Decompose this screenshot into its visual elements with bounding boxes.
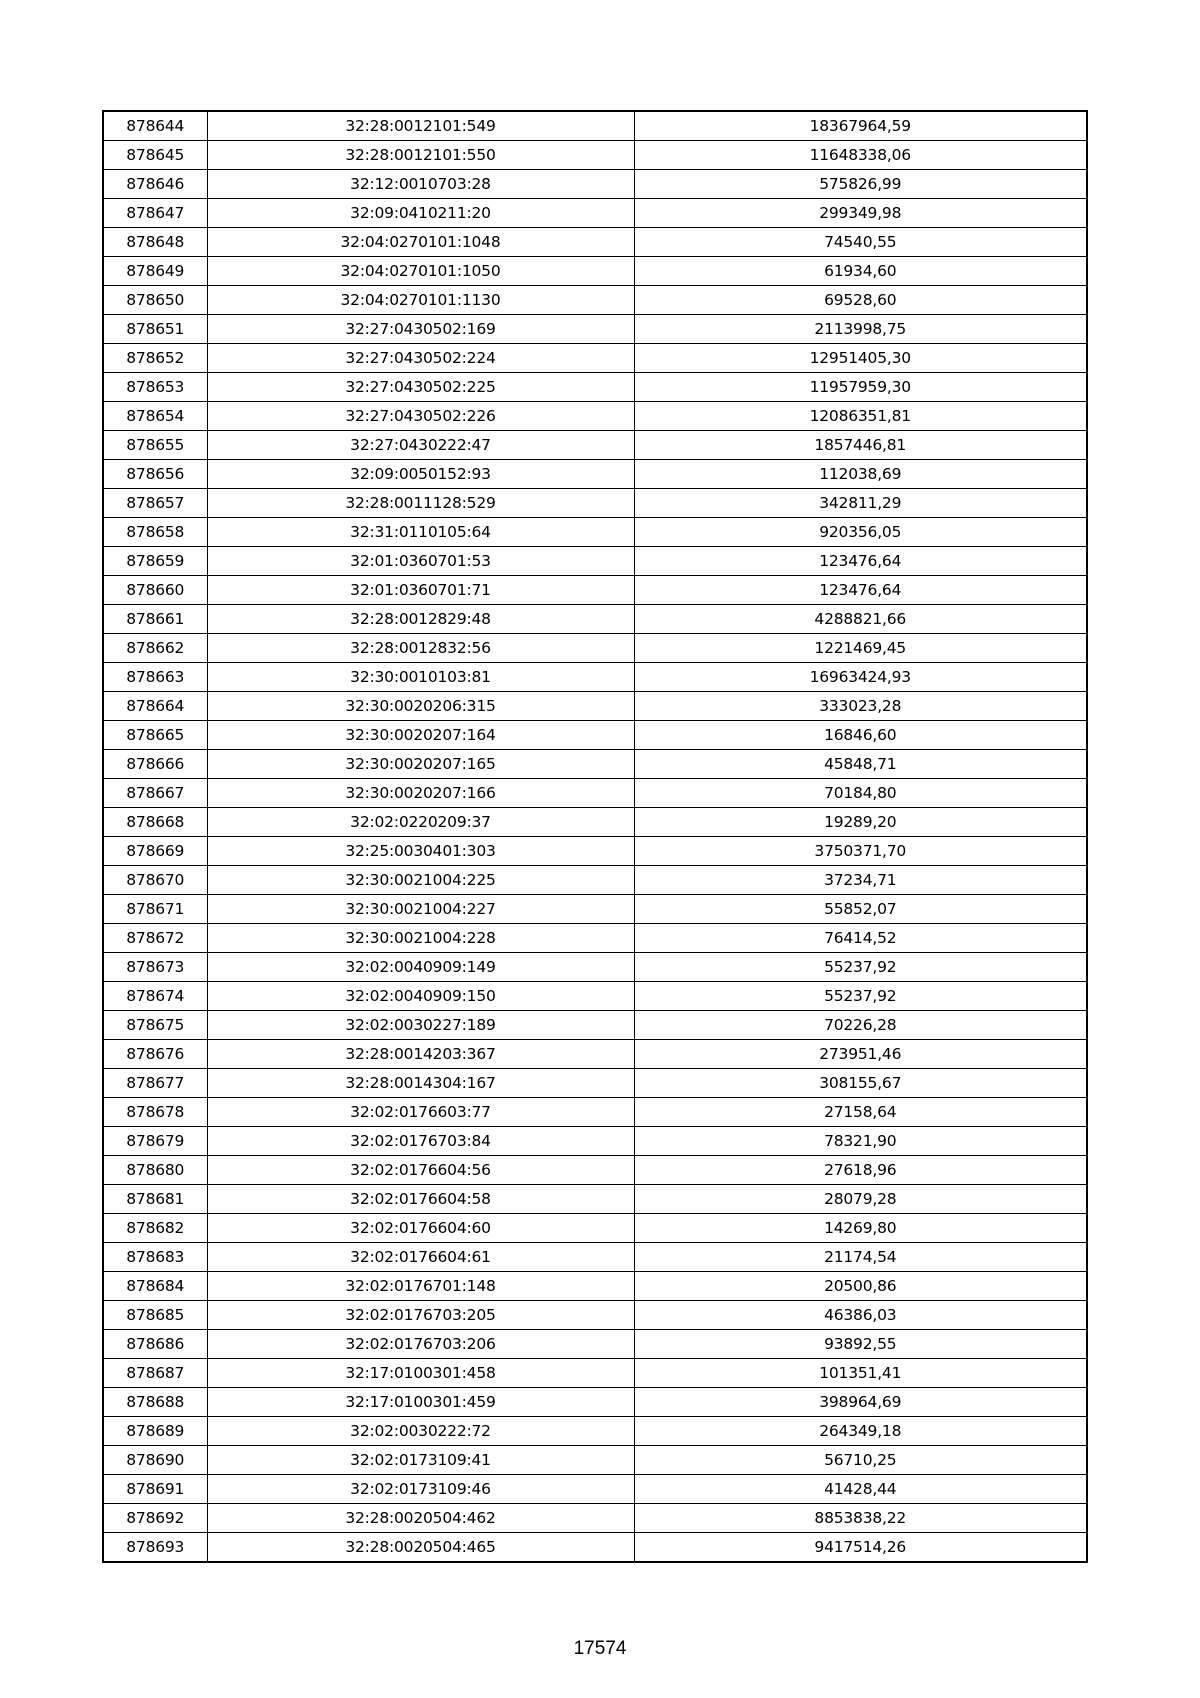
cadastral-number-cell: 32:28:0012829:48	[207, 605, 634, 634]
record-number-cell: 878669	[103, 837, 207, 866]
cadastral-value-cell: 299349,98	[634, 199, 1087, 228]
record-number-cell: 878677	[103, 1069, 207, 1098]
cadastral-value-cell: 342811,29	[634, 489, 1087, 518]
table-row	[103, 286, 1087, 315]
cadastral-value-cell: 4288821,66	[634, 605, 1087, 634]
record-number-cell: 878663	[103, 663, 207, 692]
record-number-cell: 878646	[103, 170, 207, 199]
cadastral-number-cell: 32:02:0030227:189	[207, 1011, 634, 1040]
cadastral-number-cell: 32:27:0430502:224	[207, 344, 634, 373]
record-number-cell: 878649	[103, 257, 207, 286]
record-number-cell: 878673	[103, 953, 207, 982]
cadastral-value-cell: 28079,28	[634, 1185, 1087, 1214]
record-number-cell: 878654	[103, 402, 207, 431]
cadastral-value-cell: 11957959,30	[634, 373, 1087, 402]
table-row	[103, 605, 1087, 634]
record-number-cell: 878675	[103, 1011, 207, 1040]
record-number-cell: 878670	[103, 866, 207, 895]
table-row	[103, 1417, 1087, 1446]
cadastral-value-cell: 45848,71	[634, 750, 1087, 779]
cadastral-value-cell: 101351,41	[634, 1359, 1087, 1388]
cadastral-number-cell: 32:28:0012832:56	[207, 634, 634, 663]
record-number-cell: 878665	[103, 721, 207, 750]
record-number-cell: 878690	[103, 1446, 207, 1475]
registry-table	[102, 110, 1088, 1563]
cadastral-value-cell: 333023,28	[634, 692, 1087, 721]
cadastral-value-cell: 12951405,30	[634, 344, 1087, 373]
cadastral-number-cell: 32:02:0220209:37	[207, 808, 634, 837]
cadastral-value-cell: 12086351,81	[634, 402, 1087, 431]
cadastral-number-cell: 32:02:0176604:58	[207, 1185, 634, 1214]
cadastral-number-cell: 32:28:0020504:462	[207, 1504, 634, 1533]
table-row	[103, 721, 1087, 750]
cadastral-value-cell: 55852,07	[634, 895, 1087, 924]
cadastral-number-cell: 32:17:0100301:459	[207, 1388, 634, 1417]
table-row	[103, 663, 1087, 692]
cadastral-number-cell: 32:30:0021004:225	[207, 866, 634, 895]
cadastral-number-cell: 32:27:0430502:226	[207, 402, 634, 431]
cadastral-value-cell: 1221469,45	[634, 634, 1087, 663]
table-row	[103, 373, 1087, 402]
cadastral-value-cell: 264349,18	[634, 1417, 1087, 1446]
table-row	[103, 1388, 1087, 1417]
cadastral-number-cell: 32:25:0030401:303	[207, 837, 634, 866]
cadastral-value-cell: 37234,71	[634, 866, 1087, 895]
cadastral-value-cell: 920356,05	[634, 518, 1087, 547]
cadastral-number-cell: 32:02:0176604:61	[207, 1243, 634, 1272]
record-number-cell: 878678	[103, 1098, 207, 1127]
cadastral-number-cell: 32:09:0050152:93	[207, 460, 634, 489]
cadastral-number-cell: 32:30:0020206:315	[207, 692, 634, 721]
record-number-cell: 878689	[103, 1417, 207, 1446]
table-row	[103, 779, 1087, 808]
cadastral-value-cell: 9417514,26	[634, 1533, 1087, 1563]
cadastral-value-cell: 3750371,70	[634, 837, 1087, 866]
cadastral-value-cell: 20500,86	[634, 1272, 1087, 1301]
cadastral-number-cell: 32:02:0176604:56	[207, 1156, 634, 1185]
record-number-cell: 878651	[103, 315, 207, 344]
record-number-cell: 878648	[103, 228, 207, 257]
cadastral-number-cell: 32:17:0100301:458	[207, 1359, 634, 1388]
cadastral-value-cell: 21174,54	[634, 1243, 1087, 1272]
cadastral-number-cell: 32:02:0030222:72	[207, 1417, 634, 1446]
cadastral-value-cell: 398964,69	[634, 1388, 1087, 1417]
table-row	[103, 1243, 1087, 1272]
cadastral-value-cell: 123476,64	[634, 547, 1087, 576]
record-number-cell: 878652	[103, 344, 207, 373]
table-row	[103, 199, 1087, 228]
cadastral-number-cell: 32:28:0014304:167	[207, 1069, 634, 1098]
cadastral-number-cell: 32:30:0010103:81	[207, 663, 634, 692]
table-row	[103, 634, 1087, 663]
record-number-cell: 878688	[103, 1388, 207, 1417]
cadastral-number-cell: 32:27:0430222:47	[207, 431, 634, 460]
cadastral-value-cell: 19289,20	[634, 808, 1087, 837]
table-row	[103, 489, 1087, 518]
record-number-cell: 878660	[103, 576, 207, 605]
record-number-cell: 878668	[103, 808, 207, 837]
record-number-cell: 878644	[103, 111, 207, 141]
record-number-cell: 878655	[103, 431, 207, 460]
table-row	[103, 228, 1087, 257]
cadastral-value-cell: 70184,80	[634, 779, 1087, 808]
cadastral-number-cell: 32:02:0173109:41	[207, 1446, 634, 1475]
table-row	[103, 837, 1087, 866]
cadastral-value-cell: 93892,55	[634, 1330, 1087, 1359]
cadastral-number-cell: 32:02:0176603:77	[207, 1098, 634, 1127]
table-row	[103, 1156, 1087, 1185]
cadastral-number-cell: 32:30:0020207:166	[207, 779, 634, 808]
table-row	[103, 924, 1087, 953]
table-row	[103, 518, 1087, 547]
cadastral-value-cell: 8853838,22	[634, 1504, 1087, 1533]
page-number: 17574	[573, 1638, 627, 1659]
cadastral-value-cell: 74540,55	[634, 228, 1087, 257]
record-number-cell: 878680	[103, 1156, 207, 1185]
table-row	[103, 1330, 1087, 1359]
record-number-cell: 878664	[103, 692, 207, 721]
cadastral-value-cell: 55237,92	[634, 982, 1087, 1011]
table-row	[103, 1098, 1087, 1127]
table-row	[103, 1127, 1087, 1156]
cadastral-value-cell: 16963424,93	[634, 663, 1087, 692]
record-number-cell: 878682	[103, 1214, 207, 1243]
table-row	[103, 1069, 1087, 1098]
record-number-cell: 878672	[103, 924, 207, 953]
cadastral-number-cell: 32:28:0020504:465	[207, 1533, 634, 1563]
table-row	[103, 1040, 1087, 1069]
cadastral-value-cell: 76414,52	[634, 924, 1087, 953]
cadastral-number-cell: 32:31:0110105:64	[207, 518, 634, 547]
registry-table-body	[103, 111, 1087, 1562]
record-number-cell: 878687	[103, 1359, 207, 1388]
cadastral-number-cell: 32:04:0270101:1130	[207, 286, 634, 315]
cadastral-number-cell: 32:02:0176604:60	[207, 1214, 634, 1243]
record-number-cell: 878671	[103, 895, 207, 924]
record-number-cell: 878693	[103, 1533, 207, 1563]
record-number-cell: 878656	[103, 460, 207, 489]
table-row	[103, 111, 1087, 141]
table-row	[103, 1446, 1087, 1475]
table-row	[103, 1301, 1087, 1330]
cadastral-value-cell: 56710,25	[634, 1446, 1087, 1475]
table-row	[103, 866, 1087, 895]
cadastral-number-cell: 32:30:0021004:227	[207, 895, 634, 924]
cadastral-number-cell: 32:04:0270101:1048	[207, 228, 634, 257]
record-number-cell: 878676	[103, 1040, 207, 1069]
cadastral-number-cell: 32:28:0014203:367	[207, 1040, 634, 1069]
cadastral-value-cell: 41428,44	[634, 1475, 1087, 1504]
cadastral-number-cell: 32:30:0021004:228	[207, 924, 634, 953]
table-row	[103, 1011, 1087, 1040]
cadastral-value-cell: 16846,60	[634, 721, 1087, 750]
table-row	[103, 1475, 1087, 1504]
record-number-cell: 878658	[103, 518, 207, 547]
table-row	[103, 895, 1087, 924]
record-number-cell: 878657	[103, 489, 207, 518]
cadastral-number-cell: 32:02:0173109:46	[207, 1475, 634, 1504]
record-number-cell: 878691	[103, 1475, 207, 1504]
cadastral-value-cell: 61934,60	[634, 257, 1087, 286]
cadastral-number-cell: 32:02:0176703:205	[207, 1301, 634, 1330]
cadastral-value-cell: 69528,60	[634, 286, 1087, 315]
cadastral-number-cell: 32:30:0020207:165	[207, 750, 634, 779]
table-row	[103, 344, 1087, 373]
cadastral-value-cell: 46386,03	[634, 1301, 1087, 1330]
cadastral-value-cell: 14269,80	[634, 1214, 1087, 1243]
cadastral-value-cell: 575826,99	[634, 170, 1087, 199]
cadastral-value-cell: 27618,96	[634, 1156, 1087, 1185]
record-number-cell: 878674	[103, 982, 207, 1011]
cadastral-value-cell: 2113998,75	[634, 315, 1087, 344]
record-number-cell: 878645	[103, 141, 207, 170]
cadastral-value-cell: 112038,69	[634, 460, 1087, 489]
cadastral-number-cell: 32:12:0010703:28	[207, 170, 634, 199]
record-number-cell: 878662	[103, 634, 207, 663]
table-row	[103, 460, 1087, 489]
table-row	[103, 141, 1087, 170]
record-number-cell: 878679	[103, 1127, 207, 1156]
table-row	[103, 315, 1087, 344]
cadastral-number-cell: 32:30:0020207:164	[207, 721, 634, 750]
cadastral-number-cell: 32:02:0040909:149	[207, 953, 634, 982]
cadastral-value-cell: 273951,46	[634, 1040, 1087, 1069]
table-row	[103, 1272, 1087, 1301]
registry-table-container	[102, 110, 1086, 1563]
record-number-cell: 878683	[103, 1243, 207, 1272]
record-number-cell: 878685	[103, 1301, 207, 1330]
cadastral-value-cell: 55237,92	[634, 953, 1087, 982]
cadastral-number-cell: 32:02:0176701:148	[207, 1272, 634, 1301]
record-number-cell: 878659	[103, 547, 207, 576]
table-row	[103, 1504, 1087, 1533]
table-row	[103, 750, 1087, 779]
table-row	[103, 1533, 1087, 1563]
record-number-cell: 878666	[103, 750, 207, 779]
cadastral-value-cell: 78321,90	[634, 1127, 1087, 1156]
table-row	[103, 547, 1087, 576]
cadastral-number-cell: 32:28:0012101:549	[207, 111, 634, 141]
cadastral-number-cell: 32:01:0360701:71	[207, 576, 634, 605]
table-row	[103, 1214, 1087, 1243]
table-row	[103, 576, 1087, 605]
cadastral-number-cell: 32:02:0040909:150	[207, 982, 634, 1011]
table-row	[103, 257, 1087, 286]
cadastral-number-cell: 32:27:0430502:225	[207, 373, 634, 402]
cadastral-value-cell: 123476,64	[634, 576, 1087, 605]
record-number-cell: 878661	[103, 605, 207, 634]
table-row	[103, 170, 1087, 199]
cadastral-number-cell: 32:28:0011128:529	[207, 489, 634, 518]
record-number-cell: 878650	[103, 286, 207, 315]
cadastral-value-cell: 1857446,81	[634, 431, 1087, 460]
table-row	[103, 1359, 1087, 1388]
record-number-cell: 878681	[103, 1185, 207, 1214]
record-number-cell: 878692	[103, 1504, 207, 1533]
cadastral-number-cell: 32:02:0176703:206	[207, 1330, 634, 1359]
cadastral-value-cell: 70226,28	[634, 1011, 1087, 1040]
table-row	[103, 808, 1087, 837]
table-row	[103, 431, 1087, 460]
table-row	[103, 1185, 1087, 1214]
cadastral-value-cell: 308155,67	[634, 1069, 1087, 1098]
record-number-cell: 878647	[103, 199, 207, 228]
cadastral-number-cell: 32:02:0176703:84	[207, 1127, 634, 1156]
record-number-cell: 878686	[103, 1330, 207, 1359]
record-number-cell: 878653	[103, 373, 207, 402]
record-number-cell: 878684	[103, 1272, 207, 1301]
table-row	[103, 953, 1087, 982]
table-row	[103, 982, 1087, 1011]
cadastral-value-cell: 11648338,06	[634, 141, 1087, 170]
cadastral-number-cell: 32:27:0430502:169	[207, 315, 634, 344]
cadastral-number-cell: 32:28:0012101:550	[207, 141, 634, 170]
record-number-cell: 878667	[103, 779, 207, 808]
cadastral-number-cell: 32:09:0410211:20	[207, 199, 634, 228]
cadastral-value-cell: 27158,64	[634, 1098, 1087, 1127]
cadastral-number-cell: 32:04:0270101:1050	[207, 257, 634, 286]
table-row	[103, 692, 1087, 721]
cadastral-value-cell: 18367964,59	[634, 111, 1087, 141]
cadastral-number-cell: 32:01:0360701:53	[207, 547, 634, 576]
table-row	[103, 402, 1087, 431]
